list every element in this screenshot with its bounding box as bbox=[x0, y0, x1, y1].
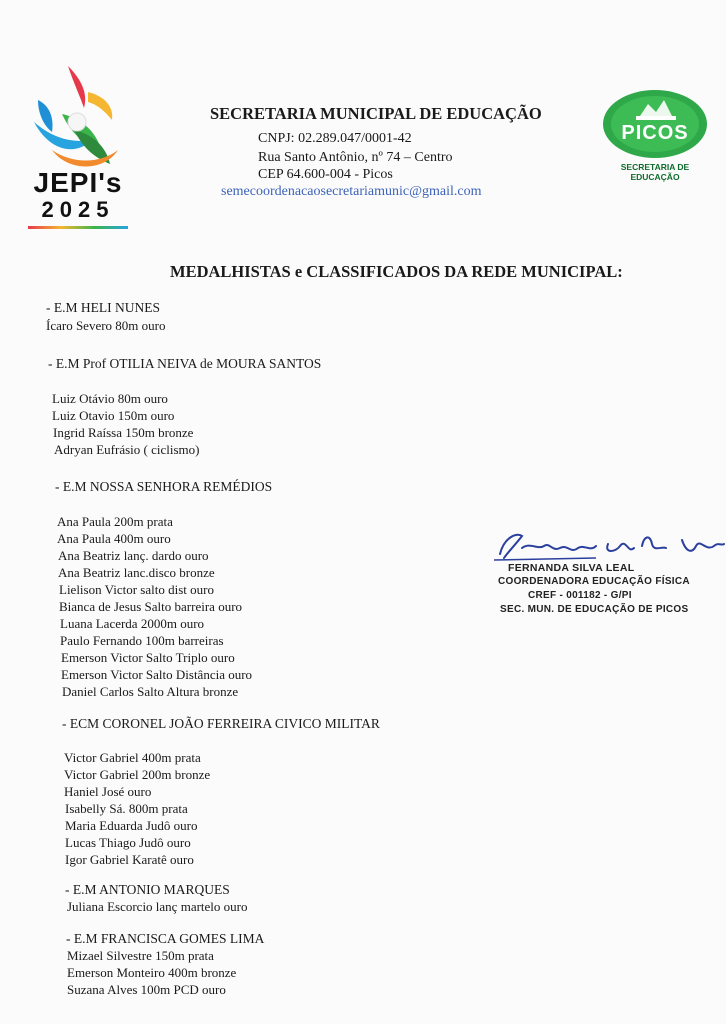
medal-entry: Bianca de Jesus Salto barreira ouro bbox=[59, 599, 243, 614]
picos-secretaria-logo bbox=[598, 86, 712, 186]
medal-entry: Juliana Escorcio lanç martelo ouro bbox=[67, 899, 248, 914]
school-heading: - E.M Prof OTILIA NEIVA de MOURA SANTOS bbox=[48, 356, 322, 371]
medal-entry: Lielison Victor salto dist ouro bbox=[59, 582, 214, 597]
medal-entry: Ícaro Severo 80m ouro bbox=[46, 318, 166, 333]
medal-entry: Luiz Otávio 80m ouro bbox=[52, 391, 168, 406]
org-address: Rua Santo Antônio, nº 74 – Centro bbox=[258, 150, 453, 165]
medal-entry: Emerson Monteiro 400m bronze bbox=[67, 965, 237, 980]
school-heading: - E.M NOSSA SENHORA REMÉDIOS bbox=[55, 479, 273, 494]
school-heading: - ECM CORONEL JOÃO FERREIRA CIVICO MILITAR bbox=[62, 716, 380, 731]
school-heading: - E.M ANTONIO MARQUES bbox=[65, 882, 230, 897]
medal-entry: Luana Lacerda 2000m ouro bbox=[60, 616, 205, 631]
logo-picos-caption-1: SECRETARIA DE bbox=[620, 162, 690, 172]
medal-entry: Isabelly Sá. 800m prata bbox=[65, 801, 188, 816]
medal-entry: Paulo Fernando 100m barreiras bbox=[60, 633, 224, 648]
medal-entry: Adryan Eufrásio ( ciclismo) bbox=[54, 442, 200, 457]
org-cnpj: CNPJ: 02.289.047/0001-42 bbox=[258, 131, 412, 146]
medal-entry: Daniel Carlos Salto Altura bronze bbox=[62, 684, 239, 699]
org-email: semecoordenacaosecretariamunic@gmail.com bbox=[221, 184, 482, 199]
medal-entry: Emerson Victor Salto Distância ouro bbox=[61, 667, 253, 682]
medal-entry: Ana Paula 200m prata bbox=[57, 514, 173, 529]
logo-underline bbox=[28, 226, 128, 229]
medal-entry: Mizael Silvestre 150m prata bbox=[67, 948, 214, 963]
signature-dept: SEC. MUN. DE EDUCAÇÃO DE PICOS bbox=[500, 604, 689, 615]
org-name: SECRETARIA MUNICIPAL DE EDUCAÇÃO bbox=[210, 104, 542, 123]
medal-entry: Emerson Victor Salto Triplo ouro bbox=[61, 650, 235, 665]
signature-cref: CREF - 001182 - G/PI bbox=[528, 590, 632, 601]
medal-entry: Haniel José ouro bbox=[64, 784, 152, 799]
logo-picos-caption-2: EDUCAÇÃO bbox=[630, 172, 680, 182]
medal-entry: Ana Beatriz lanc.disco bronze bbox=[58, 565, 215, 580]
medal-entry: Maria Eduarda Judô ouro bbox=[65, 818, 198, 833]
medal-entry: Ana Paula 400m ouro bbox=[57, 531, 171, 546]
jepis-2025-logo bbox=[22, 60, 134, 235]
signature-role: COORDENADORA EDUCAÇÃO FÍSICA bbox=[498, 576, 690, 587]
school-heading: - E.M HELI NUNES bbox=[46, 300, 160, 315]
logo-jepis-year: 2025 bbox=[41, 197, 115, 222]
medal-entry: Suzana Alves 100m PCD ouro bbox=[67, 982, 226, 997]
medal-entry: Luiz Otavio 150m ouro bbox=[52, 408, 175, 423]
signature-name: FERNANDA SILVA LEAL bbox=[508, 562, 635, 574]
signature-stamp bbox=[486, 520, 726, 670]
document-title: MEDALHISTAS e CLASSIFICADOS DA REDE MUNICIPAL: bbox=[170, 262, 623, 281]
medal-entry: Igor Gabriel Karatê ouro bbox=[65, 852, 194, 867]
medal-entry: Victor Gabriel 200m bronze bbox=[64, 767, 211, 782]
medal-entry: Ingrid Raíssa 150m bronze bbox=[53, 425, 194, 440]
logo-jepis-text: JEPI's bbox=[33, 167, 123, 198]
medal-entry: Ana Beatriz lanç. dardo ouro bbox=[58, 548, 209, 563]
logo-picos-text: PICOS bbox=[621, 122, 689, 144]
medal-entry: Victor Gabriel 400m prata bbox=[64, 750, 201, 765]
medal-entry: Lucas Thiago Judô ouro bbox=[65, 835, 191, 850]
org-cep: CEP 64.600-004 - Picos bbox=[258, 167, 393, 182]
school-heading: - E.M FRANCISCA GOMES LIMA bbox=[66, 931, 265, 946]
